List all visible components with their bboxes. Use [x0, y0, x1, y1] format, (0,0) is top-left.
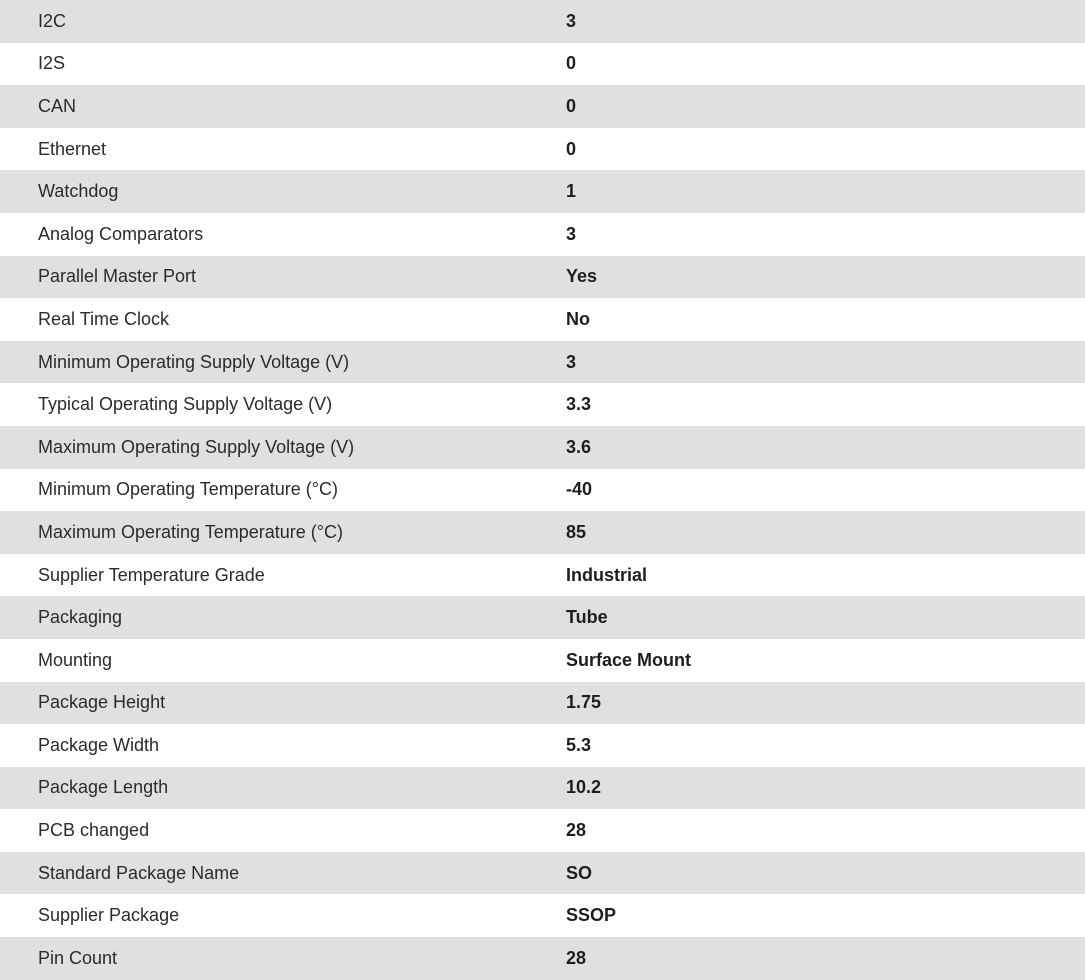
- spec-label: Watchdog: [0, 170, 566, 213]
- spec-value: 1: [566, 170, 1085, 213]
- spec-value: 3: [566, 0, 1085, 43]
- spec-value: Tube: [566, 596, 1085, 639]
- spec-value: 0: [566, 128, 1085, 171]
- spec-label: Minimum Operating Supply Voltage (V): [0, 341, 566, 384]
- spec-value: 28: [566, 809, 1085, 852]
- table-row: [0, 170, 1085, 213]
- table-row: [0, 0, 1085, 43]
- spec-label: Maximum Operating Temperature (°C): [0, 511, 566, 554]
- spec-label: Supplier Temperature Grade: [0, 554, 566, 597]
- table-row: [0, 341, 1085, 384]
- table-row: [0, 298, 1085, 341]
- spec-value: 3: [566, 341, 1085, 384]
- spec-label: PCB changed: [0, 809, 566, 852]
- spec-label: Real Time Clock: [0, 298, 566, 341]
- spec-value: 3: [566, 213, 1085, 256]
- spec-label: Mounting: [0, 639, 566, 682]
- spec-label: Analog Comparators: [0, 213, 566, 256]
- spec-label: I2S: [0, 43, 566, 86]
- spec-value: Industrial: [566, 554, 1085, 597]
- spec-label: Packaging: [0, 596, 566, 639]
- spec-value: 1.75: [566, 682, 1085, 725]
- table-row: [0, 937, 1085, 980]
- spec-label: Parallel Master Port: [0, 256, 566, 299]
- spec-label: I2C: [0, 0, 566, 43]
- table-row: [0, 724, 1085, 767]
- spec-label: Supplier Package: [0, 894, 566, 937]
- table-row: [0, 426, 1085, 469]
- spec-value: 10.2: [566, 767, 1085, 810]
- table-row: [0, 383, 1085, 426]
- table-row: [0, 213, 1085, 256]
- spec-value: -40: [566, 469, 1085, 512]
- table-row: [0, 128, 1085, 171]
- spec-label: Maximum Operating Supply Voltage (V): [0, 426, 566, 469]
- spec-value: 5.3: [566, 724, 1085, 767]
- spec-value: 3.3: [566, 383, 1085, 426]
- spec-label: CAN: [0, 85, 566, 128]
- spec-label: Package Width: [0, 724, 566, 767]
- table-row: [0, 852, 1085, 895]
- table-row: [0, 85, 1085, 128]
- spec-value: No: [566, 298, 1085, 341]
- spec-label: Ethernet: [0, 128, 566, 171]
- table-row: [0, 43, 1085, 86]
- spec-value: 0: [566, 85, 1085, 128]
- table-row: [0, 682, 1085, 725]
- table-row: [0, 469, 1085, 512]
- spec-value: 85: [566, 511, 1085, 554]
- spec-value: 28: [566, 937, 1085, 980]
- spec-label: Minimum Operating Temperature (°C): [0, 469, 566, 512]
- spec-value: 0: [566, 43, 1085, 86]
- spec-label: Typical Operating Supply Voltage (V): [0, 383, 566, 426]
- spec-value: SSOP: [566, 894, 1085, 937]
- spec-value: Yes: [566, 256, 1085, 299]
- spec-label: Standard Package Name: [0, 852, 566, 895]
- spec-label: Pin Count: [0, 937, 566, 980]
- table-row: [0, 256, 1085, 299]
- table-row: [0, 767, 1085, 810]
- table-row: [0, 596, 1085, 639]
- spec-label: Package Length: [0, 767, 566, 810]
- spec-label: Package Height: [0, 682, 566, 725]
- table-row: [0, 554, 1085, 597]
- table-row: [0, 639, 1085, 682]
- spec-value: SO: [566, 852, 1085, 895]
- table-row: [0, 511, 1085, 554]
- spec-value: 3.6: [566, 426, 1085, 469]
- spec-value: Surface Mount: [566, 639, 1085, 682]
- table-row: [0, 894, 1085, 937]
- table-row: [0, 809, 1085, 852]
